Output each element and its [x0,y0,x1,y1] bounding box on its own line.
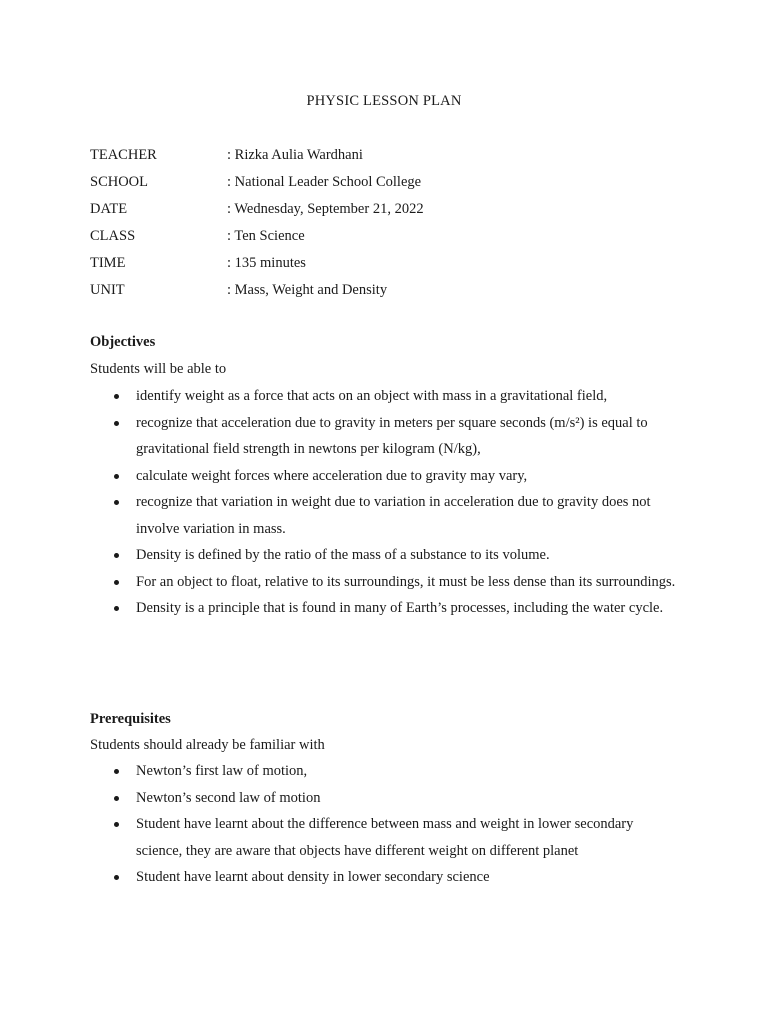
info-value: : 135 minutes [227,254,306,272]
info-label: CLASS [90,228,136,244]
list-item: Student have learnt about density in lower secondary science [0,864,676,891]
info-label: SCHOOL [90,174,149,190]
list-item: identify weight as a force that acts on an object with mass in a gravitational field, [0,383,676,410]
list-item: Newton’s first law of motion, [0,758,676,785]
info-label: TEACHER [90,147,157,163]
info-value: : Ten Science [227,227,305,245]
prerequisites-list [0,758,676,891]
prerequisites-intro: Students should already be familiar with [90,737,325,753]
objectives-intro: Students will be able to [90,361,227,377]
list-item: Density is a principle that is found in many of Earth’s processes, including the water cycle. [0,595,676,622]
info-value: : National Leader School College [227,173,421,191]
list-item: Density is defined by the ratio of the mass of a substance to its volume. [0,542,676,569]
document-title: PHYSIC LESSON PLAN [306,93,462,109]
info-label: UNIT [90,282,125,298]
info-value: : Rizka Aulia Wardhani [227,146,363,164]
list-item: For an object to float, relative to its surroundings, it must be less dense than its surroundings. [0,569,676,596]
info-value: : Mass, Weight and Density [227,281,387,299]
prerequisites-heading: Prerequisites [90,711,171,727]
info-value: : Wednesday, September 21, 2022 [227,200,424,218]
list-item: recognize that variation in weight due to variation in acceleration due to gravity does not involve variation in mass. [0,489,676,542]
objectives-heading: Objectives [90,334,156,350]
list-item: calculate weight forces where acceleration due to gravity may vary, [0,463,676,490]
objectives-list [0,383,676,622]
info-label: TIME [90,255,126,271]
list-item: Newton’s second law of motion [0,785,676,812]
list-item: recognize that acceleration due to gravity in meters per square seconds (m/s²) is equal to gravitational field strength in newtons per kilogram (N/kg), [0,410,676,463]
info-label: DATE [90,201,128,217]
list-item: Student have learnt about the difference between mass and weight in lower secondary science, they are aware that objects have different weight on different planet [0,811,676,864]
